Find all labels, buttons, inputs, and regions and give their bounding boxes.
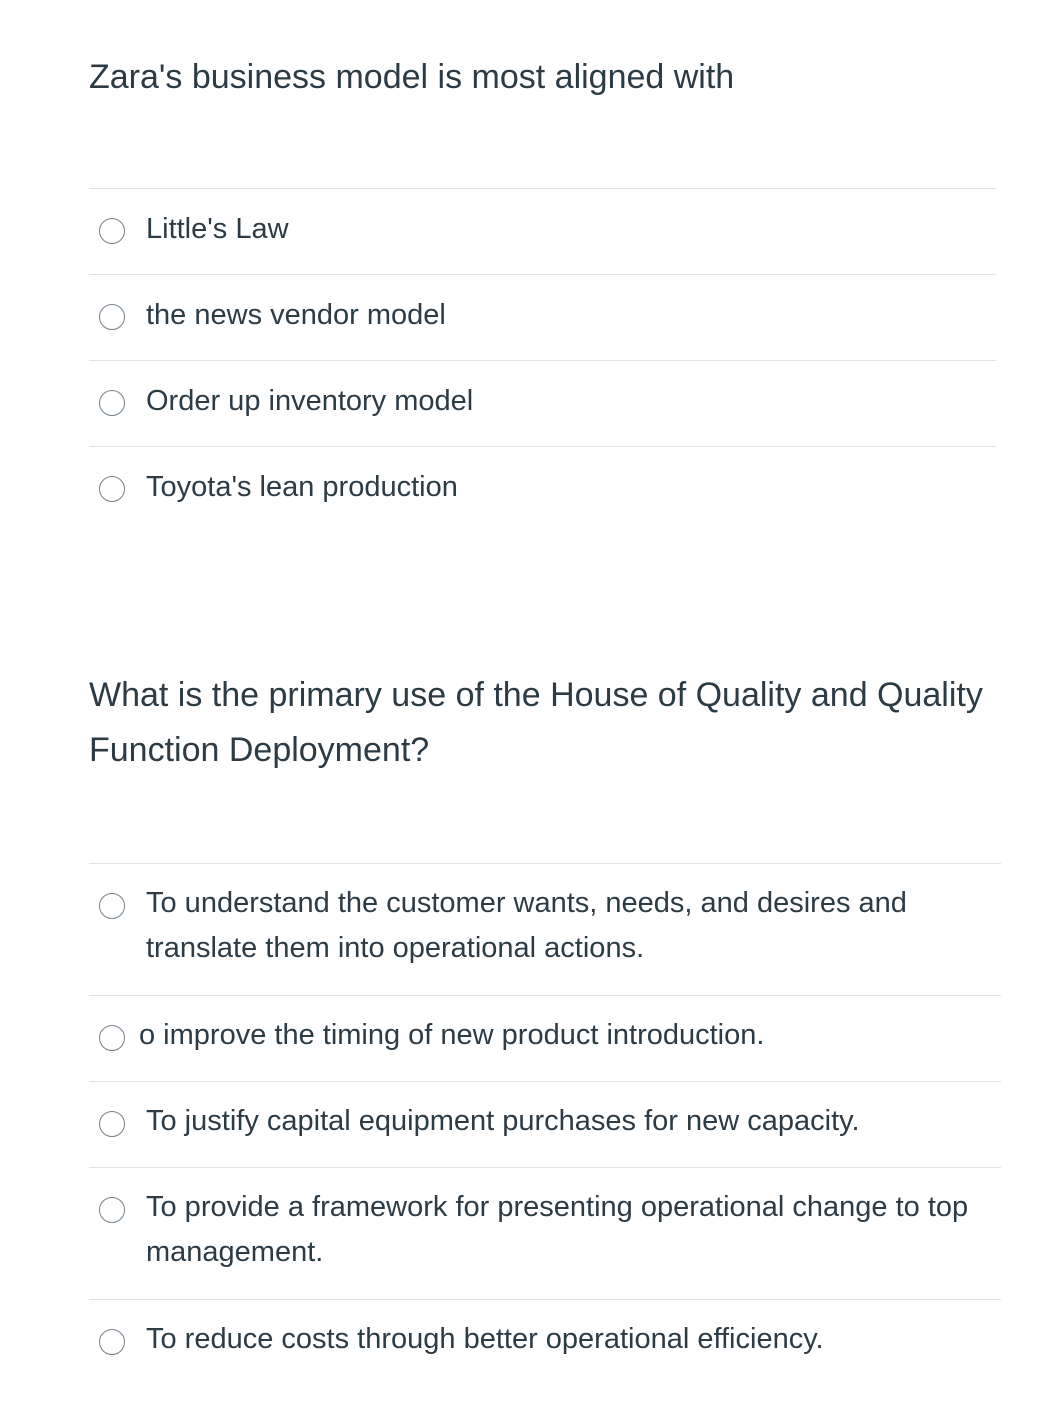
answer-label[interactable]: o improve the timing of new product introduction.: [139, 1019, 765, 1051]
answer-label[interactable]: To justify capital equipment purchases for new capacity.: [146, 1105, 860, 1137]
answer-option[interactable]: [89, 1167, 1001, 1299]
radio-button[interactable]: [99, 1329, 125, 1355]
answer-option[interactable]: [89, 188, 996, 274]
answer-label[interactable]: the news vendor model: [146, 299, 446, 331]
answer-label[interactable]: To understand the customer wants, needs, and desires and translate them into operational actions.: [146, 887, 907, 964]
radio-button[interactable]: [99, 1025, 125, 1051]
answer-option[interactable]: [89, 1081, 1001, 1167]
question-2-answers: [89, 863, 1001, 1385]
answer-option[interactable]: [89, 995, 1001, 1081]
answer-option[interactable]: [89, 360, 996, 446]
answer-option[interactable]: [89, 1299, 1001, 1385]
answer-option[interactable]: [89, 274, 996, 360]
radio-button[interactable]: [99, 893, 125, 919]
question-1-answers: [89, 188, 996, 532]
question-2-text: What is the primary use of the House of Quality and Quality Function Deployment?: [89, 676, 983, 769]
radio-button[interactable]: [99, 218, 125, 244]
question-1-text: Zara's business model is most aligned with: [89, 58, 735, 96]
radio-button[interactable]: [99, 1197, 125, 1223]
answer-label[interactable]: Little's Law: [146, 213, 289, 245]
answer-option[interactable]: [89, 446, 996, 532]
answer-label[interactable]: To provide a framework for presenting operational change to top management.: [146, 1191, 969, 1268]
radio-button[interactable]: [99, 390, 125, 416]
radio-button[interactable]: [99, 304, 125, 330]
radio-button[interactable]: [99, 1111, 125, 1137]
question-2: [89, 668, 1001, 1355]
answer-option[interactable]: [89, 863, 1001, 995]
question-1: [89, 50, 1001, 503]
answer-label[interactable]: Toyota's lean production: [146, 471, 458, 503]
answer-label[interactable]: To reduce costs through better operational efficiency.: [146, 1323, 824, 1355]
radio-button[interactable]: [99, 476, 125, 502]
answer-label[interactable]: Order up inventory model: [146, 385, 474, 417]
